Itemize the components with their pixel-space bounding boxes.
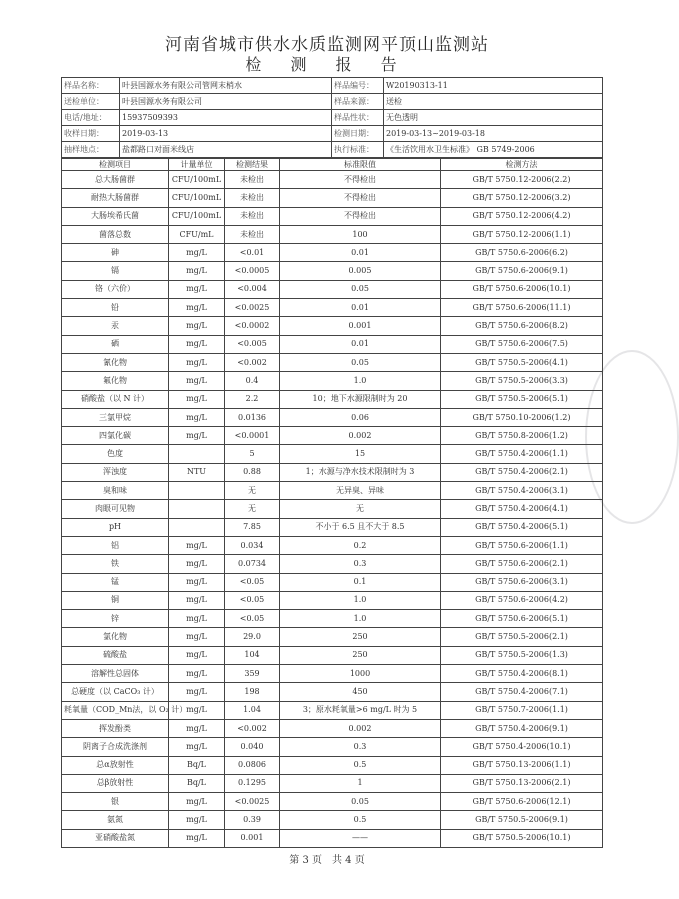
- standard-label: 执行标准：: [332, 142, 384, 158]
- standard-limit-cell: 0.01: [280, 335, 441, 353]
- unit-cell: Bq/L: [169, 756, 225, 774]
- sample-source-label: 样品来源：: [332, 94, 384, 110]
- result-cell: 0.034: [225, 536, 280, 554]
- result-cell: <0.005: [225, 335, 280, 353]
- result-cell: 未检出: [225, 225, 280, 243]
- standard-limit-cell: 不小于 6.5 且不大于 8.5: [280, 518, 441, 536]
- test-method-cell: GB/T 5750.4-2006(3.1): [441, 482, 603, 500]
- standard-limit-cell: 0.002: [280, 719, 441, 737]
- report-title: 河南省城市供水水质监测网平顶山监测站: [165, 35, 489, 55]
- test-method-cell: GB/T 5750.6-2006(3.1): [441, 573, 603, 591]
- test-method-cell: GB/T 5750.4-2006(5.1): [441, 518, 603, 536]
- unit-cell: mg/L: [169, 628, 225, 646]
- col-header-limit: 标准限值: [280, 159, 441, 171]
- table-row: [62, 335, 603, 353]
- unit-cell: mg/L: [169, 555, 225, 573]
- test-item-cell: 铜: [62, 591, 169, 609]
- test-item-cell: 氨氮: [62, 811, 169, 829]
- result-cell: <0.05: [225, 591, 280, 609]
- standard-limit-cell: 250: [280, 628, 441, 646]
- sample-name-label: 样品名称：: [62, 78, 120, 94]
- result-cell: 0.88: [225, 463, 280, 481]
- unit-cell: [169, 445, 225, 463]
- table-row: [62, 756, 603, 774]
- unit-cell: mg/L: [169, 646, 225, 664]
- unit-cell: mg/L: [169, 372, 225, 390]
- test-item-cell: pH: [62, 518, 169, 536]
- results-table: [61, 158, 603, 848]
- standard-limit-cell: 0.3: [280, 555, 441, 573]
- unit-cell: CFU/mL: [169, 225, 225, 243]
- col-header-unit: 计量单位: [169, 159, 225, 171]
- table-row: [62, 555, 603, 573]
- test-item-cell: 汞: [62, 317, 169, 335]
- test-method-cell: GB/T 5750.6-2006(1.1): [441, 536, 603, 554]
- sample-info-table: [61, 77, 603, 158]
- test-item-cell: 三氯甲烷: [62, 408, 169, 426]
- test-item-cell: 铁: [62, 555, 169, 573]
- table-row: [62, 280, 603, 298]
- unit-cell: [169, 500, 225, 518]
- table-row: [62, 427, 603, 445]
- result-cell: <0.0001: [225, 427, 280, 445]
- test-item-cell: 铝: [62, 536, 169, 554]
- result-cell: <0.0005: [225, 262, 280, 280]
- standard-limit-cell: 0.2: [280, 536, 441, 554]
- standard-limit-cell: 不得检出: [280, 207, 441, 225]
- test-method-cell: GB/T 5750.6-2006(4.2): [441, 591, 603, 609]
- standard-limit-cell: 0.06: [280, 408, 441, 426]
- standard-limit-cell: 0.05: [280, 280, 441, 298]
- test-method-cell: GB/T 5750.6-2006(2.1): [441, 555, 603, 573]
- test-item-cell: 耐热大肠菌群: [62, 189, 169, 207]
- test-method-cell: GB/T 5750.6-2006(8.2): [441, 317, 603, 335]
- test-method-cell: GB/T 5750.5-2006(10.1): [441, 829, 603, 847]
- unit-cell: mg/L: [169, 244, 225, 262]
- standard-limit-cell: 无: [280, 500, 441, 518]
- result-cell: 359: [225, 665, 280, 683]
- page-number: 第 3 页 共 4 页: [289, 855, 365, 866]
- table-row: [62, 390, 603, 408]
- unit-cell: mg/L: [169, 683, 225, 701]
- unit-cell: mg/L: [169, 536, 225, 554]
- unit-cell: [169, 518, 225, 536]
- test-date-value: 2019-03-13~2019-03-18: [384, 126, 603, 142]
- result-cell: 2.2: [225, 390, 280, 408]
- unit-cell: mg/L: [169, 299, 225, 317]
- test-item-cell: 氟化物: [62, 372, 169, 390]
- sample-number-label: 样品编号：: [332, 78, 384, 94]
- table-row: [62, 500, 603, 518]
- result-cell: 5: [225, 445, 280, 463]
- unit-cell: CFU/100mL: [169, 189, 225, 207]
- info-row: [62, 142, 603, 158]
- unit-cell: [169, 482, 225, 500]
- test-item-cell: 砷: [62, 244, 169, 262]
- result-cell: 未检出: [225, 207, 280, 225]
- unit-cell: mg/L: [169, 811, 225, 829]
- receive-date-value: 2019-03-13: [120, 126, 332, 142]
- sampling-site-label: 抽样地点：: [62, 142, 120, 158]
- sample-number-value: W20190313-11: [384, 78, 603, 94]
- table-row: [62, 317, 603, 335]
- table-row: [62, 207, 603, 225]
- unit-cell: mg/L: [169, 793, 225, 811]
- result-cell: 104: [225, 646, 280, 664]
- standard-limit-cell: 1: [280, 774, 441, 792]
- info-row: [62, 110, 603, 126]
- table-row: [62, 719, 603, 737]
- test-item-cell: 氰化物: [62, 353, 169, 371]
- table-row: [62, 372, 603, 390]
- info-row: [62, 78, 603, 94]
- result-cell: 0.4: [225, 372, 280, 390]
- table-row: [62, 353, 603, 371]
- standard-limit-cell: 0.005: [280, 262, 441, 280]
- test-item-cell: 耗氧量（COD_Mn法，以 O₂ 计）: [62, 701, 169, 719]
- test-item-cell: 氯化物: [62, 628, 169, 646]
- standard-limit-cell: 0.001: [280, 317, 441, 335]
- test-item-cell: 硝酸盐（以 N 计）: [62, 390, 169, 408]
- col-header-item: 检测项目: [62, 159, 169, 171]
- standard-limit-cell: ——: [280, 829, 441, 847]
- table-row: [62, 793, 603, 811]
- test-item-cell: 银: [62, 793, 169, 811]
- test-method-cell: GB/T 5750.6-2006(9.1): [441, 262, 603, 280]
- table-row: [62, 244, 603, 262]
- col-header-result: 检测结果: [225, 159, 280, 171]
- test-item-cell: 浑浊度: [62, 463, 169, 481]
- test-method-cell: GB/T 5750.5-2006(5.1): [441, 390, 603, 408]
- result-cell: <0.0025: [225, 299, 280, 317]
- test-item-cell: 亚硝酸盐氮: [62, 829, 169, 847]
- result-cell: 未检出: [225, 171, 280, 189]
- test-item-cell: 总β放射性: [62, 774, 169, 792]
- unit-cell: mg/L: [169, 610, 225, 628]
- standard-limit-cell: 100: [280, 225, 441, 243]
- table-row: [62, 829, 603, 847]
- test-item-cell: 溶解性总固体: [62, 665, 169, 683]
- standard-limit-cell: 450: [280, 683, 441, 701]
- test-method-cell: GB/T 5750.4-2006(4.1): [441, 500, 603, 518]
- unit-cell: mg/L: [169, 427, 225, 445]
- result-cell: 0.040: [225, 738, 280, 756]
- unit-cell: mg/L: [169, 408, 225, 426]
- table-row: [62, 518, 603, 536]
- result-cell: 0.001: [225, 829, 280, 847]
- standard-limit-cell: 0.3: [280, 738, 441, 756]
- standard-limit-cell: 不得检出: [280, 189, 441, 207]
- test-method-cell: GB/T 5750.12-2006(3.2): [441, 189, 603, 207]
- sampling-site-value: 盐都路口对面米线店: [120, 142, 332, 158]
- test-item-cell: 硒: [62, 335, 169, 353]
- result-cell: <0.0025: [225, 793, 280, 811]
- sample-source-value: 送检: [384, 94, 603, 110]
- unit-cell: mg/L: [169, 317, 225, 335]
- results-header-row: [62, 159, 603, 171]
- standard-limit-cell: 0.01: [280, 299, 441, 317]
- table-row: [62, 665, 603, 683]
- test-item-cell: 总硬度（以 CaCO₃ 计）: [62, 683, 169, 701]
- test-method-cell: GB/T 5750.6-2006(7.5): [441, 335, 603, 353]
- unit-cell: mg/L: [169, 353, 225, 371]
- table-row: [62, 610, 603, 628]
- sample-state-value: 无色透明: [384, 110, 603, 126]
- test-method-cell: GB/T 5750.5-2006(2.1): [441, 628, 603, 646]
- unit-cell: mg/L: [169, 829, 225, 847]
- standard-limit-cell: 250: [280, 646, 441, 664]
- test-method-cell: GB/T 5750.5-2006(4.1): [441, 353, 603, 371]
- test-item-cell: 色度: [62, 445, 169, 463]
- table-row: [62, 225, 603, 243]
- test-method-cell: GB/T 5750.10-2006(1.2): [441, 408, 603, 426]
- test-method-cell: GB/T 5750.4-2006(8.1): [441, 665, 603, 683]
- result-cell: 0.1295: [225, 774, 280, 792]
- standard-limit-cell: 1000: [280, 665, 441, 683]
- standard-limit-cell: 不得检出: [280, 171, 441, 189]
- sample-state-label: 样品性状：: [332, 110, 384, 126]
- table-row: [62, 171, 603, 189]
- standard-limit-cell: 无异臭、异味: [280, 482, 441, 500]
- test-method-cell: GB/T 5750.4-2006(10.1): [441, 738, 603, 756]
- test-method-cell: GB/T 5750.6-2006(6.2): [441, 244, 603, 262]
- unit-cell: mg/L: [169, 665, 225, 683]
- result-cell: 0.39: [225, 811, 280, 829]
- phone-value: 15937509393: [120, 110, 332, 126]
- result-cell: 未检出: [225, 189, 280, 207]
- test-item-cell: 锰: [62, 573, 169, 591]
- test-method-cell: GB/T 5750.4-2006(2.1): [441, 463, 603, 481]
- table-row: [62, 573, 603, 591]
- result-cell: 无: [225, 500, 280, 518]
- unit-cell: mg/L: [169, 390, 225, 408]
- table-row: [62, 262, 603, 280]
- test-method-cell: GB/T 5750.5-2006(1.3): [441, 646, 603, 664]
- table-row: [62, 536, 603, 554]
- table-row: [62, 738, 603, 756]
- test-method-cell: GB/T 5750.13-2006(2.1): [441, 774, 603, 792]
- phone-label: 电话/地址：: [62, 110, 120, 126]
- result-cell: 7.85: [225, 518, 280, 536]
- unit-cell: mg/L: [169, 335, 225, 353]
- test-method-cell: GB/T 5750.4-2006(7.1): [441, 683, 603, 701]
- test-method-cell: GB/T 5750.12-2006(2.2): [441, 171, 603, 189]
- test-method-cell: GB/T 5750.6-2006(11.1): [441, 299, 603, 317]
- test-item-cell: 阴离子合成洗涤剂: [62, 738, 169, 756]
- report-subtitle: 检 测 报 告: [245, 55, 409, 74]
- test-date-label: 检测日期：: [332, 126, 384, 142]
- table-row: [62, 591, 603, 609]
- result-cell: <0.004: [225, 280, 280, 298]
- test-method-cell: GB/T 5750.6-2006(12.1): [441, 793, 603, 811]
- result-cell: <0.002: [225, 353, 280, 371]
- table-row: [62, 482, 603, 500]
- table-row: [62, 299, 603, 317]
- result-cell: <0.05: [225, 573, 280, 591]
- unit-cell: CFU/100mL: [169, 207, 225, 225]
- test-item-cell: 大肠埃希氏菌: [62, 207, 169, 225]
- result-cell: <0.05: [225, 610, 280, 628]
- result-cell: 0.0734: [225, 555, 280, 573]
- test-item-cell: 四氯化碳: [62, 427, 169, 445]
- result-cell: <0.002: [225, 719, 280, 737]
- table-row: [62, 646, 603, 664]
- test-item-cell: 肉眼可见物: [62, 500, 169, 518]
- standard-limit-cell: 1.0: [280, 610, 441, 628]
- result-cell: 198: [225, 683, 280, 701]
- standard-limit-cell: 0.01: [280, 244, 441, 262]
- table-row: [62, 408, 603, 426]
- unit-cell: mg/L: [169, 262, 225, 280]
- standard-limit-cell: 0.5: [280, 756, 441, 774]
- standard-limit-cell: 1.0: [280, 591, 441, 609]
- test-method-cell: GB/T 5750.5-2006(9.1): [441, 811, 603, 829]
- test-method-cell: GB/T 5750.13-2006(1.1): [441, 756, 603, 774]
- report-sheet: [61, 77, 602, 848]
- standard-limit-cell: 15: [280, 445, 441, 463]
- standard-limit-cell: 10；地下水源限制时为 20: [280, 390, 441, 408]
- table-row: [62, 811, 603, 829]
- test-item-cell: 铅: [62, 299, 169, 317]
- standard-value: 《生活饮用水卫生标准》 GB 5749-2006: [384, 142, 603, 158]
- result-cell: 1.04: [225, 701, 280, 719]
- standard-limit-cell: 1；水源与净水技术限制时为 3: [280, 463, 441, 481]
- table-row: [62, 189, 603, 207]
- table-row: [62, 701, 603, 719]
- table-row: [62, 463, 603, 481]
- col-header-method: 检测方法: [441, 159, 603, 171]
- test-item-cell: 挥发酚类: [62, 719, 169, 737]
- result-cell: 无: [225, 482, 280, 500]
- unit-cell: mg/L: [169, 280, 225, 298]
- result-cell: 0.0806: [225, 756, 280, 774]
- info-row: [62, 94, 603, 110]
- test-item-cell: 总α放射性: [62, 756, 169, 774]
- info-row: [62, 126, 603, 142]
- test-item-cell: 铬（六价）: [62, 280, 169, 298]
- test-method-cell: GB/T 5750.5-2006(3.3): [441, 372, 603, 390]
- test-item-cell: 臭和味: [62, 482, 169, 500]
- test-item-cell: 菌落总数: [62, 225, 169, 243]
- result-cell: <0.0002: [225, 317, 280, 335]
- unit-cell: mg/L: [169, 591, 225, 609]
- standard-limit-cell: 0.1: [280, 573, 441, 591]
- standard-limit-cell: 1.0: [280, 372, 441, 390]
- test-method-cell: GB/T 5750.6-2006(5.1): [441, 610, 603, 628]
- result-cell: 0.0136: [225, 408, 280, 426]
- test-method-cell: GB/T 5750.8-2006(1.2): [441, 427, 603, 445]
- unit-cell: mg/L: [169, 573, 225, 591]
- test-method-cell: GB/T 5750.7-2006(1.1): [441, 701, 603, 719]
- unit-cell: CFU/100mL: [169, 171, 225, 189]
- table-row: [62, 445, 603, 463]
- test-item-cell: 硫酸盐: [62, 646, 169, 664]
- table-row: [62, 683, 603, 701]
- test-method-cell: GB/T 5750.12-2006(4.2): [441, 207, 603, 225]
- submitter-value: 叶县国源水务有限公司: [120, 94, 332, 110]
- sample-name-value: 叶县国源水务有限公司管网末梢水: [120, 78, 332, 94]
- result-cell: 29.0: [225, 628, 280, 646]
- standard-limit-cell: 0.05: [280, 353, 441, 371]
- unit-cell: mg/L: [169, 719, 225, 737]
- test-item-cell: 锌: [62, 610, 169, 628]
- test-method-cell: GB/T 5750.6-2006(10.1): [441, 280, 603, 298]
- test-method-cell: GB/T 5750.12-2006(1.1): [441, 225, 603, 243]
- test-method-cell: GB/T 5750.4-2006(1.1): [441, 445, 603, 463]
- unit-cell: mg/L: [169, 701, 225, 719]
- standard-limit-cell: 0.002: [280, 427, 441, 445]
- test-item-cell: 镉: [62, 262, 169, 280]
- standard-limit-cell: 3；原水耗氧量>6 mg/L 时为 5: [280, 701, 441, 719]
- unit-cell: NTU: [169, 463, 225, 481]
- unit-cell: mg/L: [169, 738, 225, 756]
- table-row: [62, 774, 603, 792]
- table-row: [62, 628, 603, 646]
- submitter-label: 送检单位：: [62, 94, 120, 110]
- result-cell: <0.01: [225, 244, 280, 262]
- standard-limit-cell: 0.5: [280, 811, 441, 829]
- unit-cell: Bq/L: [169, 774, 225, 792]
- test-method-cell: GB/T 5750.4-2006(9.1): [441, 719, 603, 737]
- test-item-cell: 总大肠菌群: [62, 171, 169, 189]
- standard-limit-cell: 0.05: [280, 793, 441, 811]
- receive-date-label: 收样日期：: [62, 126, 120, 142]
